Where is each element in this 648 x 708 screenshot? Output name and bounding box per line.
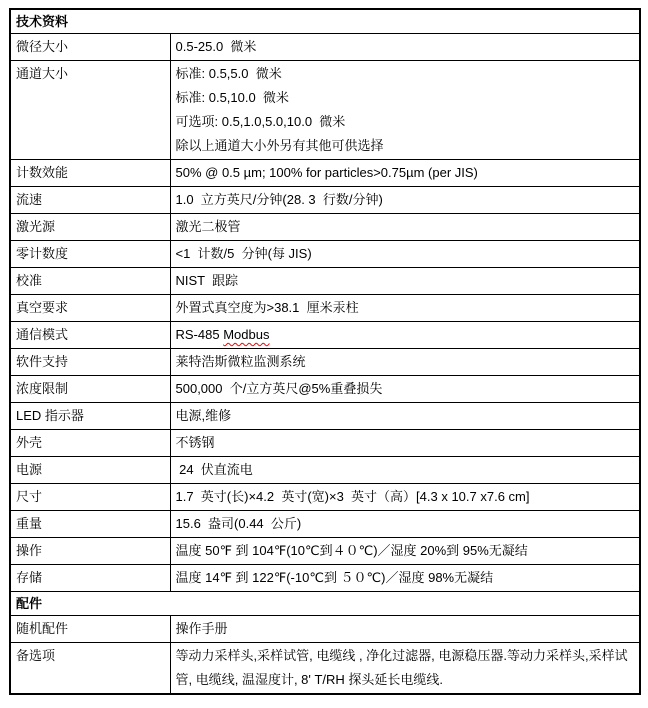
spec-value [170,565,640,592]
value-text: 24 伏直流电 [175,462,253,477]
spec-value [170,187,640,214]
spec-label: LED 指示器 [10,403,170,430]
spec-label: 流速 [10,187,170,214]
spec-label: 计数效能 [10,160,170,187]
value-text: 不锈钢 [175,435,215,450]
value-line [176,188,635,212]
value-text: 500,000 个/立方英尺@5%重叠损失 [175,381,383,396]
spec-label: 重量 [10,511,170,538]
spec-label: 软件支持 [10,349,170,376]
section-title: 配件 [10,592,640,616]
spec-value [170,403,640,430]
table-row [10,484,640,511]
value-text: <1 计数/5 分钟(每 JIS) [175,246,312,261]
table-row [10,214,640,241]
table-row [10,295,640,322]
spellcheck-marked-word: Modbus [223,327,270,342]
value-line [176,296,635,320]
value-text: 温度 14℉ 到 122℉(-10℃到 ５０℃)／湿度 98%无凝结 [175,570,494,585]
value-line [176,539,635,563]
spec-value [170,34,640,61]
table-row [10,565,640,592]
table-row [10,376,640,403]
value-text: 激光二极管 [175,219,241,234]
spec-value [170,160,640,187]
spec-label: 激光源 [10,214,170,241]
value-line [176,161,635,185]
spec-value [170,643,640,695]
spec-label: 零计数度 [10,241,170,268]
value-text: 外置式真空度为>38.1 厘米汞柱 [175,300,359,315]
spec-value [170,214,640,241]
spec-label: 微径大小 [10,34,170,61]
spec-table [9,8,641,695]
table-row [10,349,640,376]
spec-value [170,376,640,403]
value-line [176,86,635,110]
spec-value [170,322,640,349]
section-title: 技术资料 [10,9,640,34]
value-text: 电源,维修 [175,408,232,423]
spec-label: 备选项 [10,643,170,695]
value-text: NIST 跟踪 [175,273,239,288]
spec-label: 电源 [10,457,170,484]
value-text: 温度 50℉ 到 104℉(10℃到４０℃)／湿度 20%到 95%无凝结 [175,543,528,558]
table-row [10,322,640,349]
value-line [176,134,635,158]
value-line [176,617,635,641]
value-line [176,323,635,347]
value-text: 标准: 0.5,10.0 微米 [175,90,289,105]
spec-label: 操作 [10,538,170,565]
value-line [176,404,635,428]
table-row [10,643,640,695]
spec-value [170,616,640,643]
table-row [10,187,640,214]
value-line [176,644,635,692]
table-row [10,61,640,160]
value-text: 莱特浩斯微粒监测系统 [175,354,306,369]
value-line [176,350,635,374]
value-text: 可选项: 0.5,1.0,5.0,10.0 微米 [175,114,346,129]
section-row [10,592,640,616]
table-row [10,403,640,430]
value-text: 1.0 立方英尺/分钟(28. 3 行数/分钟) [175,192,383,207]
value-line [176,512,635,536]
value-text: 0.5-25.0 微米 [175,39,257,54]
value-text: 除以上通道大小外另有其他可供选择 [175,138,384,153]
table-row [10,268,640,295]
value-line [176,485,635,509]
section-row [10,9,640,34]
table-row [10,241,640,268]
table-row [10,430,640,457]
value-text: RS-485 [175,327,224,342]
value-line [176,458,635,482]
spec-label: 通信模式 [10,322,170,349]
value-line [176,242,635,266]
table-row [10,616,640,643]
table-row [10,457,640,484]
table-row [10,511,640,538]
value-line [176,269,635,293]
value-line [176,377,635,401]
spec-label: 存储 [10,565,170,592]
spec-value [170,241,640,268]
spec-label: 真空要求 [10,295,170,322]
spec-value [170,349,640,376]
spec-label: 校准 [10,268,170,295]
spec-value [170,484,640,511]
spec-label: 通道大小 [10,61,170,160]
value-line [176,431,635,455]
spec-value [170,538,640,565]
value-text: 15.6 盎司(0.44 公斤) [175,516,302,531]
spec-value [170,511,640,538]
value-line [176,566,635,590]
value-text: 操作手册 [175,621,228,636]
value-text: 等动力采样头,采样试管, 电缆线 , 净化过滤器, 电源稳压器.等动力采样头,采样试管, 电缆线, 温湿度计, 8' T/RH 探头延长电缆线. [175,648,628,687]
spec-label: 尺寸 [10,484,170,511]
value-text: 1.7 英寸(长)×4.2 英寸(宽)×3 英寸（高）[4.3 x 10.7 x7.6 cm] [175,489,530,504]
value-line [176,215,635,239]
value-text: 50% @ 0.5 µm; 100% for particles>0.75µm (per JIS) [175,165,478,180]
table-row [10,160,640,187]
value-line [176,62,635,86]
spec-value [170,430,640,457]
spec-label: 随机配件 [10,616,170,643]
table-row [10,538,640,565]
spec-label: 浓度限制 [10,376,170,403]
spec-value [170,295,640,322]
value-line [176,110,635,134]
value-text: 标准: 0.5,5.0 微米 [175,66,282,81]
spec-table-body [10,9,640,694]
spec-value [170,61,640,160]
table-row [10,34,640,61]
spec-value [170,268,640,295]
value-line [176,35,635,59]
spec-value [170,457,640,484]
spec-label: 外壳 [10,430,170,457]
